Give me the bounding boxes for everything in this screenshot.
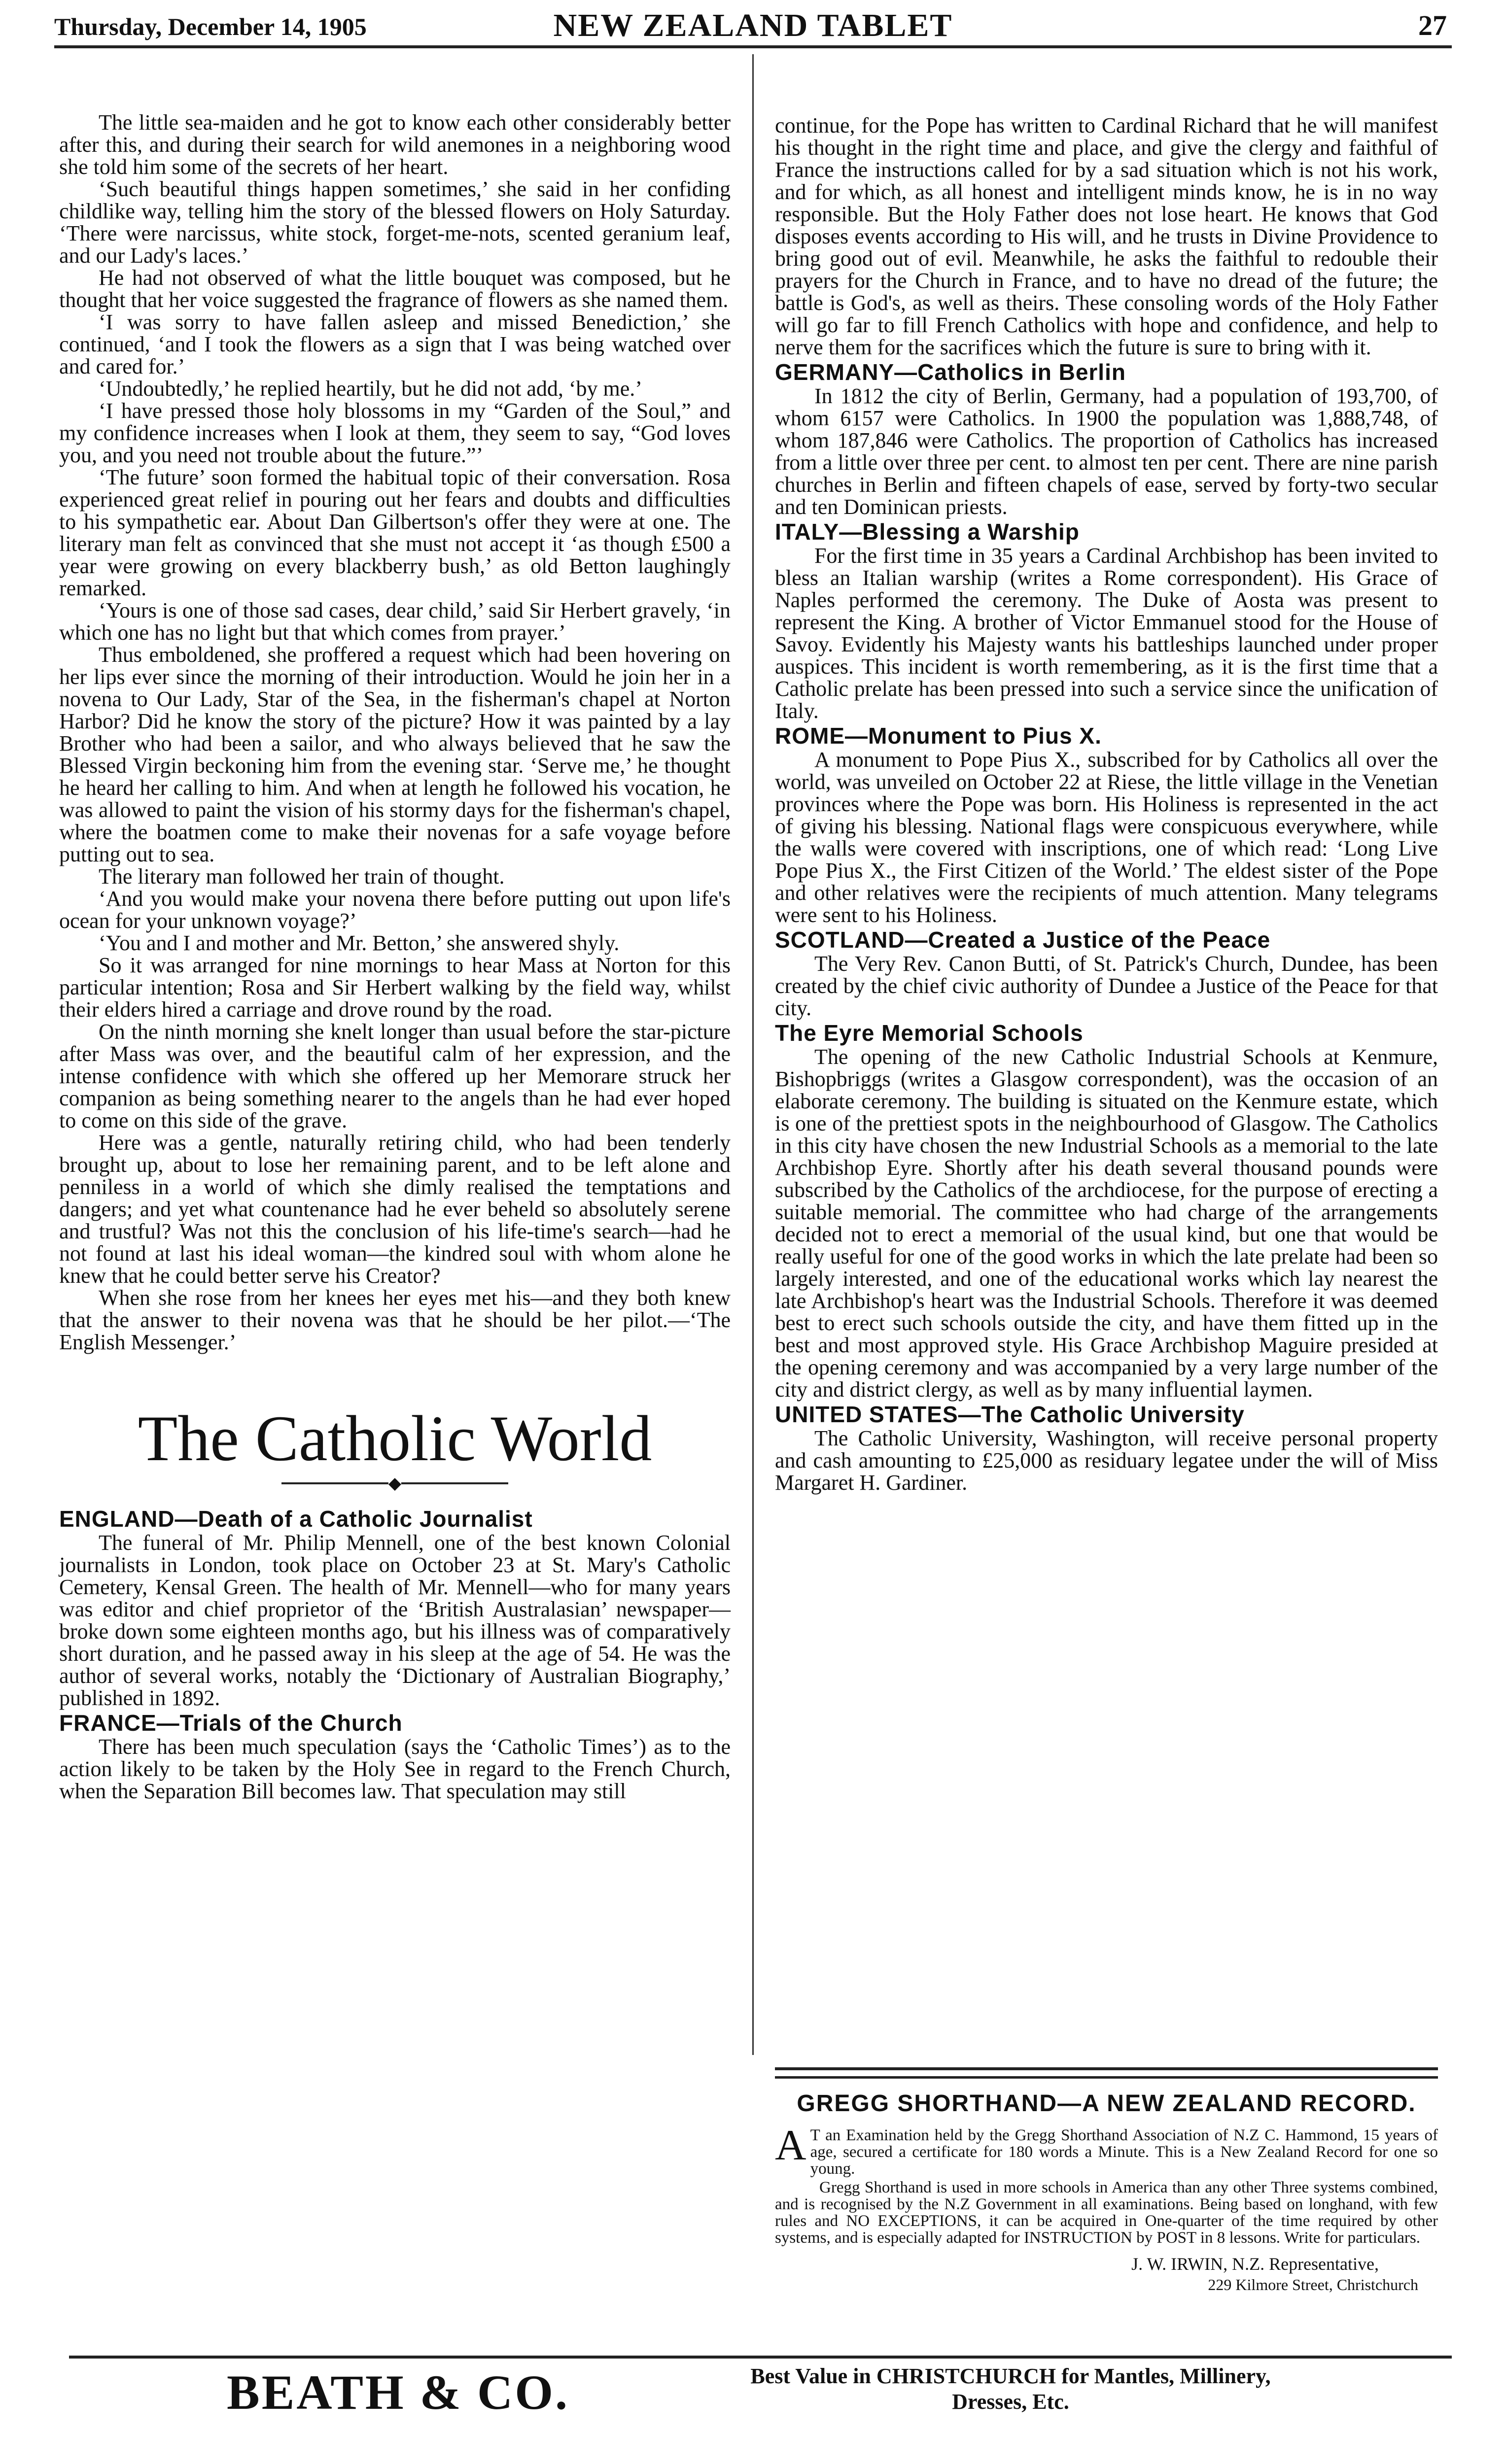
story-paragraph: Here was a gentle, naturally retiring child, who had been tenderly brought up, about to lose her remaining parent, and to be left alone and penniless in a world of which she dimly realised the temptations and dangers; and yet what countenance had he ever beheld so absolutely serene and trustful? Was not this the conclusion of his life-time's search—had he not found at last his ideal woman—the kindred soul with whom alone he knew that he could better serve his Creator? (59, 1130, 731, 1288)
article-paragraph: The funeral of Mr. Philip Mennell, one of the best known Colonial journalists in London, took place on October 23 at St. Mary's Catholic Cemetery, Kensal Green. The health of Mr. Mennell—who for many years was editor and chief proprietor of the ‘British Australasian’ newspaper—broke down some eighteen months ago, but his illness was of comparatively short duration, and he passed away in his sleep at the age of 54. He was the author of several works, notably the ‘Dictionary of Australian Biography,’ published in 1892. (59, 1531, 731, 1710)
right-articles (775, 360, 1438, 1494)
ad-address: 229 Kilmore Street, Christchurch (1208, 2276, 1418, 2293)
beath-ad-name: BEATH & CO. (227, 2365, 569, 2420)
ad-paragraph: T an Examination held by the Gregg Shorthand Association of N.Z C. Hammond, 15 years of age, secured a certificate for 180 words a Minute. This is a New Zealand Record for one so young. (810, 2126, 1438, 2178)
article-paragraph: There has been much speculation (says the ‘Catholic Times’) as to the action likely to be taken by the Holy See in regard to the French Church, when the Separation Bill becomes law. That speculation may still (59, 1735, 731, 1803)
article-heading: UNITED STATES—The Catholic University (775, 1402, 1245, 1427)
bottom-rule (69, 2356, 1452, 2359)
left-column (59, 111, 731, 1802)
beath-tagline-line2: Dresses, Etc. (952, 2390, 1069, 2414)
story-paragraph: Thus emboldened, she proffered a request which had been hovering on her lips ever since the morning of their introduction. Would he join her in a novena to Our Lady, Star of the Sea, in the fisherman's chapel at Norton Harbor? Did he know the story of the picture? How it was painted by a lay Brother who had been a sailor, and who always believed that he saw the Blessed Virgin beckoning him from the evening star. ‘Serve me,’ he thought he heard her calling to him. And when at length he followed his vocation, he was allowed to paint the vision of his stormy days for the fisherman's chapel, where the boatmen come to make their novenas for a safe voyage before putting out to sea. (59, 643, 731, 866)
story-paragraph: On the ninth morning she knelt longer than usual before the star-picture after Mass was over, and the beautiful calm of her expression, and the intense confidence with which she offered up her Memorare struck her companion as being something nearer to the angels than he had ever hoped to come on this side of the grave. (59, 1020, 731, 1132)
newspaper-title: NEW ZEALAND TABLET (553, 7, 953, 43)
article-heading: The Eyre Memorial Schools (775, 1020, 1084, 1046)
ad-signature: J. W. IRWIN, N.Z. Representative, (1131, 2254, 1379, 2274)
story-paragraph: ‘I was sorry to have fallen asleep and missed Benediction,’ she continued, ‘and I took the flowers as a sign that I was being watched over and cared for.’ (59, 310, 731, 378)
article-paragraph: The opening of the new Catholic Industrial Schools at Kenmure, Bishopbriggs (writes a Glasgow correspondent), was the occasion of an elaborate ceremony. The building is situated on the Kenmure estate, which is one of the prettiest spots in the neighbourhood of Glasgow. The Catholics in this city have chosen the new Industrial Schools as a memorial to the late Archbishop Eyre. Shortly after his death several thousand pounds were subscribed by the Catholics of the archdiocese, for the purpose of erecting a suitable memorial. The committee who had charge of the arrangements decided not to erect a memorial of the usual kind, but one that would be really useful for one of the good works in which the late prelate had been so largely interested, and one of the educational works which lay nearest the late Archbishop's heart was the Industrial Schools. Therefore it was deemed best to erect such schools outside the city, and have them fitted up in the best and most approved style. His Grace Archbishop Maguire presided at the opening ceremony and was accompanied by a very large number of the city and district clergy, as well as by many influential laymen. (775, 1045, 1438, 1402)
article-paragraph: In 1812 the city of Berlin, Germany, had a population of 193,700, of whom 6157 were Catholics. In 1900 the population was 1,888,748, of whom 187,846 were Catholics. The proportion of Catholics has increased from a little over three per cent. to almost ten per cent. There are nine parish churches in Berlin and fifteen chapels of ease, served by forty-two secular and ten Dominican priests. (775, 384, 1438, 519)
ad-paragraph: Gregg Shorthand is used in more schools in America than any other Three systems combined, and is recognised by the N.Z Government in all examinations. Being based on longhand, with few rules and NO EXCEPTIONS, it can be acquired in One-quarter of the time required by other systems, and is especially adapted for INSTRUCTION by POST in 8 lessons. Write for particulars. (775, 2179, 1438, 2247)
story-paragraph: ‘Undoubtedly,’ he replied heartily, but he did not add, ‘by me.’ (99, 376, 642, 401)
article (775, 1403, 1438, 1494)
ad-title: GREGG SHORTHAND—A NEW ZEALAND RECORD. (797, 2090, 1416, 2117)
article-heading: SCOTLAND—Created a Justice of the Peace (775, 927, 1271, 953)
ad-top-rule (775, 2067, 1438, 2079)
issue-date: Thursday, December 14, 1905 (54, 13, 367, 40)
story-paragraph: The little sea-maiden and he got to know each other considerably better after this, and during their search for wild anemones in a neighboring wood she told him some of the secrets of her heart. (59, 110, 731, 179)
story-text (59, 111, 731, 1353)
page-header (54, 6, 1452, 48)
story-paragraph: ‘You and I and mother and Mr. Betton,’ she answered shyly. (99, 931, 620, 955)
continued-paragraph: continue, for the Pope has written to Cardinal Richard that he will manifest his thought in the right time and place, and give the clergy and faithful of France the instructions called for by a sad situation which is not his work, and for which, as all honest and intelligent minds know, he is in no way responsible. But the Holy Father does not lose heart. He knows that God disposes events according to His will, and he trusts in Divine Providence to bring good out of evil. Meanwhile, he asks the faithful to redouble their prayers for the Church in France, and to have no dread of the future; the battle is God's, as well as theirs. These consoling words of the Holy Father will go far to fill French Catholics with hope and confidence, and help to nerve them for the sacrifices which the future is sure to bring with it. (775, 113, 1438, 359)
ornamental-rule (281, 1474, 508, 1492)
gregg-shorthand-advertisement (775, 2067, 1438, 2293)
beath-ad-tagline (665, 2363, 1356, 2415)
article-heading: GERMANY—Catholics in Berlin (775, 359, 1126, 385)
article (775, 360, 1438, 518)
story-paragraph: ‘Such beautiful things happen sometimes,’ she said in her confiding childlike way, telling him the story of the blessed flowers on Holy Saturday. ‘There were narcissus, white stock, forget-me-nots, scented geranium leaf, and our Lady's laces.’ (59, 177, 731, 268)
beath-tagline-line1: Best Value in CHRISTCHURCH for Mantles, Millinery, (750, 2364, 1271, 2388)
diamond-ornament-icon: ◆ (388, 1474, 402, 1493)
article-paragraph: The Catholic University, Washington, will receive personal property and cash amounting to £25,000 as residuary legatee under the will of Miss Margaret H. Gardiner. (775, 1426, 1438, 1495)
article (775, 724, 1438, 926)
page-number: 27 (1418, 9, 1447, 41)
drop-cap: A (775, 2122, 806, 2169)
article-heading: ITALY—Blessing a Warship (775, 519, 1080, 545)
article-heading: ROME—Monument to Pius X. (775, 723, 1102, 749)
article-paragraph: The Very Rev. Canon Butti, of St. Patrick's Church, Dundee, has been created by the chief civic authority of Dundee a Justice of the Peace for that city. (775, 952, 1438, 1020)
article-heading: FRANCE—Trials of the Church (59, 1710, 403, 1736)
story-paragraph: ‘Yours is one of those sad cases, dear child,’ said Sir Herbert gravely, ‘in which one has no light but that which comes from prayer.’ (59, 598, 731, 645)
story-paragraph: ‘The future’ soon formed the habitual topic of their conversation. Rosa experienced great relief in pouring out her fears and doubts and difficulties to his sympathetic ear. About Dan Gilbertson's offer they were at one. The literary man felt as convinced that she must not accept it ‘as though £500 a year were growing on every blackberry bush,’ as old Betton laughingly remarked. (59, 465, 731, 600)
article (59, 1507, 731, 1709)
article (775, 928, 1438, 1019)
story-paragraph: ‘I have pressed those holy blossoms in my “Garden of the Soul,” and my confidence increases when I look at them, they seem to say, “God loves you, and you need not trouble about the future.”’ (59, 399, 731, 467)
article (775, 1021, 1438, 1401)
story-paragraph: The literary man followed her train of thought. (99, 864, 505, 889)
article (59, 1711, 731, 1802)
story-paragraph: ‘And you would make your novena there before putting out upon life's ocean for your unknown voyage?’ (59, 887, 731, 933)
article-paragraph: For the first time in 35 years a Cardinal Archbishop has been invited to bless an Italian warship (writes a Rome correspondent). His Grace of Naples performed the ceremony. The Duke of Aosta was present to represent the King. A brother of Victor Emmanuel stood for the House of Savoy. Evidently his Majesty wants his battleships launched under proper auspices. This incident is worth remembering, as it is the first time that a Catholic prelate has been pressed into such a service since the unification of Italy. (775, 544, 1438, 723)
left-articles (59, 1507, 731, 1802)
right-column (775, 114, 1438, 1494)
section-title: The Catholic World (138, 1402, 652, 1474)
article (775, 520, 1438, 722)
story-paragraph: When she rose from her knees her eyes met his—and they both knew that the answer to their novena was that he should be her pilot.—‘The English Messenger.’ (59, 1286, 731, 1354)
story-paragraph: He had not observed of what the little bouquet was composed, but he thought that her voice suggested the fragrance of flowers as she named them. (59, 266, 731, 312)
column-divider (752, 54, 754, 2055)
article-heading: ENGLAND—Death of a Catholic Journalist (59, 1506, 533, 1532)
article-paragraph: A monument to Pope Pius X., subscribed for by Catholics all over the world, was unveiled on October 22 at Riese, the little village in the Venetian provinces where the Pope was born. His Holiness is represented in the act of giving his blessing. National flags were conspicuous everywhere, while the walls were covered with inscriptions, one of which read: ‘Long Live Pope Pius X., the First Citizen of the World.’ The eldest sister of the Pope and other relatives were the recipients of much attention. Many telegrams were sent to his Holiness. (775, 748, 1438, 927)
story-paragraph: So it was arranged for nine mornings to hear Mass at Norton for this particular intention; Rosa and Sir Herbert walking by the field way, whilst their elders hired a carriage and drove round by the road. (59, 953, 731, 1022)
